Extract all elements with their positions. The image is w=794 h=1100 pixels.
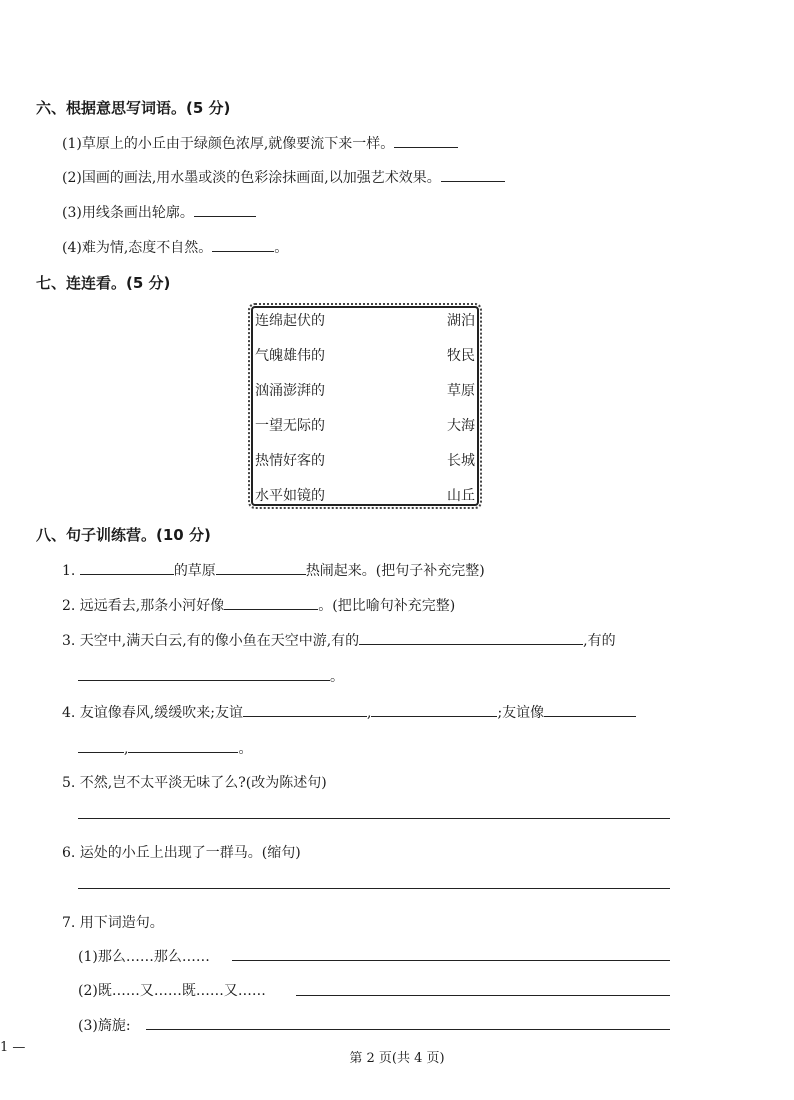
question-6-2 <box>62 167 505 187</box>
answer-blank[interactable] <box>216 560 306 575</box>
match-left-item[interactable]: 水平如镜的 <box>255 488 325 504</box>
answer-blank[interactable] <box>212 237 274 252</box>
question-8-3-text-mid: ,有的 <box>583 633 616 649</box>
answer-blank[interactable] <box>544 702 636 717</box>
question-8-4-text-mid: ;友谊像 <box>497 705 545 721</box>
question-8-4 <box>62 702 636 722</box>
question-8-2 <box>62 595 455 615</box>
question-6-2-text: (2)国画的画法,用水墨或淡的色彩涂抹画面,以加强艺术效果。 <box>62 170 441 186</box>
question-8-1-text: 的草原 <box>173 563 216 579</box>
match-left-item[interactable]: 一望无际的 <box>255 418 325 434</box>
match-left-item[interactable]: 热情好客的 <box>255 453 325 469</box>
match-left-item[interactable]: 连绵起伏的 <box>255 313 325 329</box>
question-8-1 <box>62 560 485 580</box>
comma: , <box>366 705 372 721</box>
question-8-2-text: 2. 远远看去,那条小河好像 <box>62 598 225 614</box>
answer-line[interactable] <box>296 995 670 996</box>
question-6-4-text: (4)难为情,态度不自然。 <box>62 240 213 256</box>
matching-box <box>251 306 479 506</box>
section-7-title: 七、连连看。(5 分) <box>36 274 171 292</box>
comma: , <box>124 741 129 757</box>
match-right-item[interactable]: 草原 <box>447 383 475 399</box>
match-right-item[interactable]: 山丘 <box>447 488 475 504</box>
question-6-4 <box>62 237 288 257</box>
question-8-7-3: (3)旖旎: <box>78 1018 131 1034</box>
page-number: 第 2 页(共 4 页) <box>349 1051 445 1066</box>
match-right-item[interactable]: 湖泊 <box>447 313 475 329</box>
answer-blank[interactable] <box>80 560 174 575</box>
question-8-3-text: 3. 天空中,满天白云,有的像小鱼在天空中游,有的 <box>62 633 360 649</box>
answer-line[interactable] <box>78 888 670 889</box>
period: 。 <box>274 240 289 256</box>
question-8-7: 7. 用下词造句。 <box>62 915 164 931</box>
question-8-7-1: (1)那么……那么…… <box>78 949 210 965</box>
match-left-item[interactable]: 气魄雄伟的 <box>255 348 325 364</box>
answer-blank[interactable] <box>371 702 497 717</box>
answer-line[interactable] <box>232 960 670 961</box>
match-right-item[interactable]: 牧民 <box>447 348 475 364</box>
section-8-title: 八、句子训练营。(10 分) <box>36 526 211 544</box>
answer-blank[interactable] <box>441 167 505 182</box>
margin-mark: 1 — <box>0 1040 26 1055</box>
answer-blank[interactable] <box>243 702 367 717</box>
question-8-1-instruction: 热闹起来。(把句子补充完整) <box>305 563 485 579</box>
match-right-item[interactable]: 大海 <box>447 418 475 434</box>
question-8-5: 5. 不然,岂不太平淡无味了么?(改为陈述句) <box>62 775 327 791</box>
question-8-4-text: 4. 友谊像春风,缓缓吹来;友谊 <box>62 705 243 721</box>
answer-blank[interactable] <box>194 202 256 217</box>
answer-blank[interactable] <box>128 738 238 753</box>
answer-blank[interactable] <box>78 666 330 681</box>
section-6-title: 六、根据意思写词语。(5 分) <box>36 99 231 117</box>
period: 。 <box>238 741 253 757</box>
answer-blank[interactable] <box>78 738 124 753</box>
question-number: 1. <box>62 563 76 579</box>
period: 。 <box>330 669 344 685</box>
answer-line[interactable] <box>146 1029 670 1030</box>
question-8-3 <box>62 630 616 650</box>
question-8-4-cont <box>78 738 252 758</box>
answer-blank[interactable] <box>359 630 583 645</box>
question-6-3-text: (3)用线条画出轮廓。 <box>62 205 194 221</box>
question-8-6: 6. 运处的小丘上出现了一群马。(缩句) <box>62 845 301 861</box>
question-6-3 <box>62 202 256 222</box>
answer-blank[interactable] <box>224 595 318 610</box>
question-8-3-cont <box>78 666 344 686</box>
question-6-1 <box>62 133 458 153</box>
question-8-2-instruction: 。(把比喻句补充完整) <box>318 598 456 614</box>
match-left-item[interactable]: 汹涌澎湃的 <box>255 383 325 399</box>
question-6-1-text: (1)草原上的小丘由于绿颜色浓厚,就像要流下来一样。 <box>62 136 395 152</box>
question-8-7-2: (2)既……又……既……又…… <box>78 983 266 999</box>
answer-blank[interactable] <box>394 133 458 148</box>
match-right-item[interactable]: 长城 <box>447 453 475 469</box>
answer-line[interactable] <box>78 818 670 819</box>
